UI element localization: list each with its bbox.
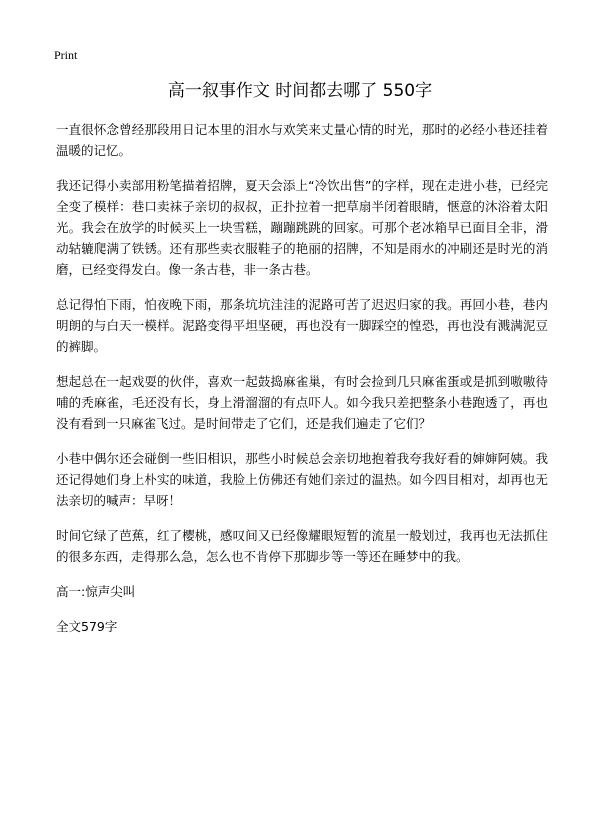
article-body <box>56 119 548 651</box>
author-signature: 高一:惊声尖叫 <box>56 584 136 599</box>
print-link[interactable]: Print <box>54 48 78 62</box>
article-paragraph: 总记得怕下雨，怕夜晚下雨，那条坑坑洼洼的泥路可苦了迟迟归家的我。再回小巷，巷内明朗的与白天一模样。泥路变得平坦坚硬，再也没有一脚踩空的惶恐，再也没有溅满泥豆的裤脚。 <box>56 297 548 354</box>
word-count: 全文579字 <box>56 619 118 634</box>
article-paragraph: 时间它绿了芭蕉，红了樱桃，感叹间又已经像耀眼短暂的流星一般划过，我再也无法抓住的很多东西，走得那么急，怎么也不肯停下那脚步等一等还在睡梦中的我。 <box>56 528 548 564</box>
article-paragraph: 一直很怀念曾经那段用日记本里的泪水与欢笑来丈量心情的时光，那时的必经小巷还挂着温暖的记忆。 <box>56 122 548 158</box>
article-title: 高一叙事作文 时间都去哪了 550字 <box>167 81 433 101</box>
article-paragraph: 想起总在一起戏耍的伙伴，喜欢一起鼓捣麻雀巢，有时会捡到几只麻雀蛋或是抓到嗷嗷待哺的秃麻雀，毛还没有长，身上滑溜溜的有点吓人。如今我只差把整条小巷跑透了，再也没有看到一只麻雀飞过。是时间带走了它们，还是我们遍走了它们？ <box>56 374 548 431</box>
article-paragraph: 我还记得小卖部用粉笔描着招牌，夏天会添上“冷饮出售”的字样，现在走进小巷，已经完全变了模样：巷口卖袜子亲切的叔叔，正扑拉着一把草扇半闭着眼睛，惬意的沐浴着太阳光。我会在放学的时候买上一块雪糕，蹦蹦跳跳的回家。可那个老冰箱早已面目全非，滑动轱辘爬满了铁锈。还有那些卖衣服鞋子的艳丽的招牌，不知是雨水的冲刷还是时光的消磨，已经变得发白。像一条古巷，非一条古巷。 <box>56 178 548 277</box>
article-paragraph: 小巷中偶尔还会碰倒一些旧相识，那些小时候总会亲切地抱着我夸我好看的婶婶阿姨。我还记得她们身上朴实的味道，我脸上仿佛还有她们亲过的温热。如今四目相对，却再也无法亲切的喊声：早呀！ <box>56 451 548 508</box>
